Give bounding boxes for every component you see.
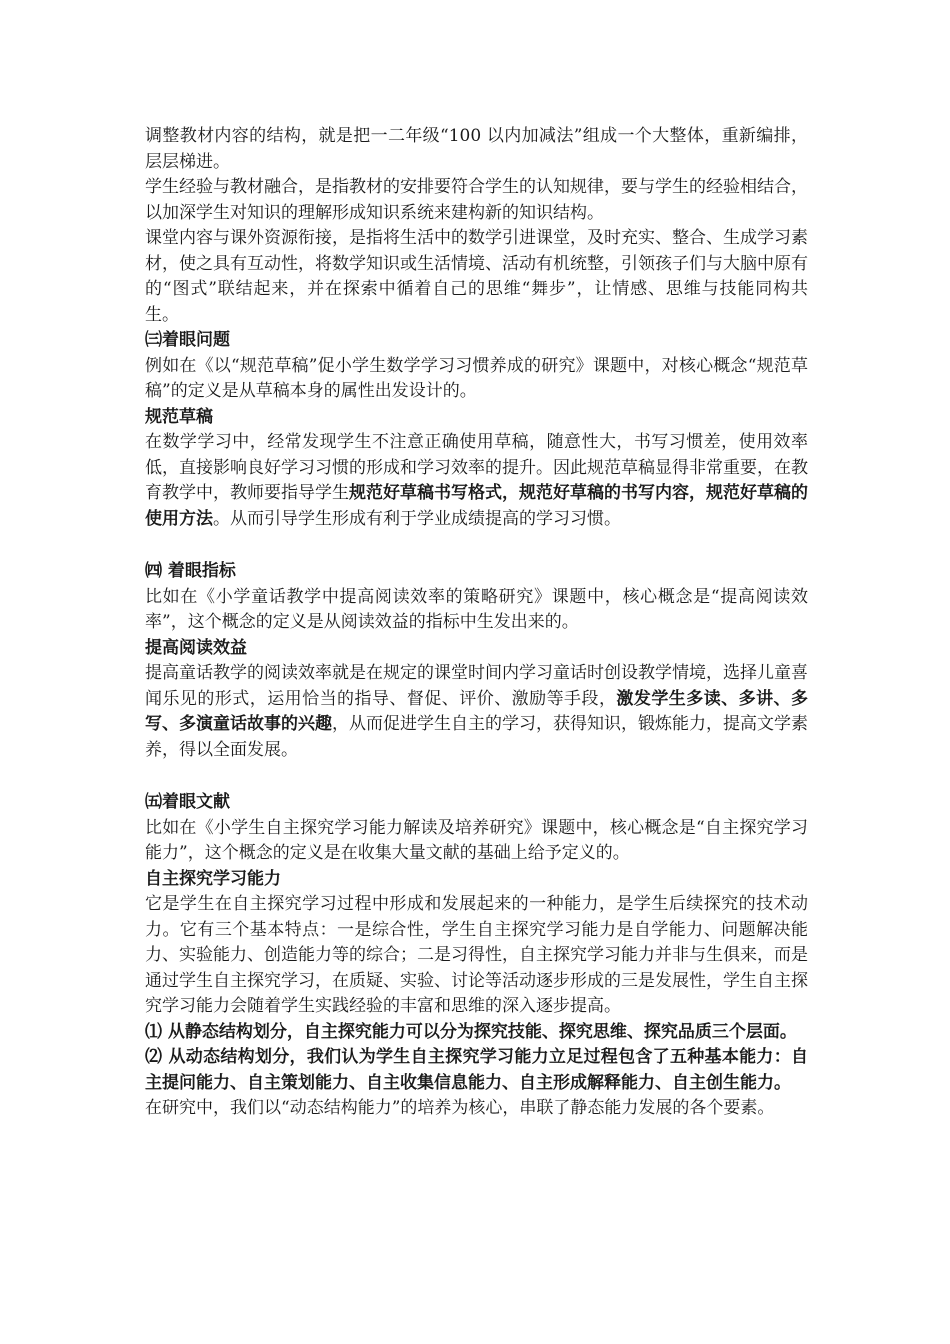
section5-closing: 在研究中，我们以“动态结构能力”的培养为核心，串联了静态能力发展的各个要素。 bbox=[145, 1098, 775, 1118]
section5-heading: ㈤着眼文献 bbox=[145, 792, 230, 812]
paragraph-structure-adjust: 调整教材内容的结构，就是把一二年级“100 以内加减法”组成一个大整体，重新编排，层层梯进。 bbox=[145, 126, 808, 172]
section4-def-b: ，从而促进学生自主的学习，获得知识，锻炼能力，提高文学素养，得以全面发展。 bbox=[145, 714, 808, 760]
section3-term: 规范草稿 bbox=[145, 406, 213, 427]
section5-point2: ⑵ 从动态结构划分，我们认为学生自主探究学习能力立足过程包含了五种基本能力：自主提问能力、自主策划能力、自主收集信息能力、自主形成解释能力、自主创生能力。 bbox=[145, 1047, 808, 1093]
section4-def-a: 提高童话教学的阅读效率就是在规定的课堂时间内学习童话时创设教学情境，选择儿童喜闻乐见的形式，运用恰当的指导、督促、评价、激励等手段， bbox=[145, 663, 808, 709]
section3-heading: ㈢着眼问题 bbox=[145, 330, 230, 350]
spacer bbox=[145, 532, 808, 559]
section4-heading: ㈣ 着眼指标 bbox=[145, 561, 236, 581]
section4-def-bold: 激发学生多读、多讲、多写、多演童话故事的兴趣 bbox=[145, 688, 809, 734]
paragraph-experience-fusion: 学生经验与教材融合，是指教材的安排要符合学生的认知规律，要与学生的经验相结合，以加深学生对知识的理解形成知识系统来建构新的知识结构。 bbox=[145, 177, 808, 223]
section4-definition bbox=[145, 661, 808, 763]
section5-intro: 比如在《小学生自主探究学习能力解读及培养研究》课题中，核心概念是“自主探究学习能力”，这个概念的定义是在收集大量文献的基础上给予定义的。 bbox=[145, 817, 808, 863]
section5-definition: 它是学生在自主探究学习过程中形成和发展起来的一种能力，是学生后续探究的技术动力。它有三个基本特点：一是综合性，学生自主探究学习能力是自学能力、问题解决能力、实验能力、创造能力等的综合；二是习得性，自主探究学习能力并非与生俱来，而是通过学生自主探究学习，在质疑、实验、讨论等活动逐步形成的三是发展性，学生自主探究学习能力会随着学生实践经验的丰富和思维的深入逐步提高。 bbox=[145, 894, 808, 1016]
paragraph-resource-link: 课堂内容与课外资源衔接，是指将生活中的数学引进课堂，及时充实、整合、生成学习素材，使之具有互动性，将数学知识或生活情境、活动有机统整，引领孩子们与大脑中原有的“图式”联结起来，并在探索中循着自己的思维“舞步”，让情感、思维与技能同构共生。 bbox=[145, 228, 808, 325]
section3-def-bold: 规范好草稿书写格式，规范好草稿的书写内容，规范好草稿的使用方法 bbox=[145, 483, 808, 529]
section4-term: 提高阅读效益 bbox=[145, 637, 247, 658]
section3-def-a: 在数学学习中，经常发现学生不注意正确使用草稿，随意性大，书写习惯差，使用效率低，直接影响良好学习习惯的形成和学习效率的提升。因此规范草稿显得非常重要，在教育教学中，教师要指导学生 bbox=[145, 432, 808, 503]
spacer bbox=[145, 763, 808, 790]
section3-def-b: 。从而引导学生形成有利于学业成绩提高的学习习惯。 bbox=[213, 508, 621, 529]
section4-intro: 比如在《小学童话教学中提高阅读效率的策略研究》课题中，核心概念是“提高阅读效率”，这个概念的定义是从阅读效益的指标中生发出来的。 bbox=[145, 586, 808, 632]
section3-definition bbox=[145, 430, 808, 532]
section3-intro: 例如在《以“规范草稿”促小学生数学学习习惯养成的研究》课题中，对核心概念“规范草稿”的定义是从草稿本身的属性出发设计的。 bbox=[145, 355, 808, 401]
section5-term: 自主探究学习能力 bbox=[145, 868, 281, 889]
section5-point1: ⑴ 从静态结构划分，自主探究能力可以分为探究技能、探究思维、探究品质三个层面。 bbox=[145, 1021, 797, 1042]
